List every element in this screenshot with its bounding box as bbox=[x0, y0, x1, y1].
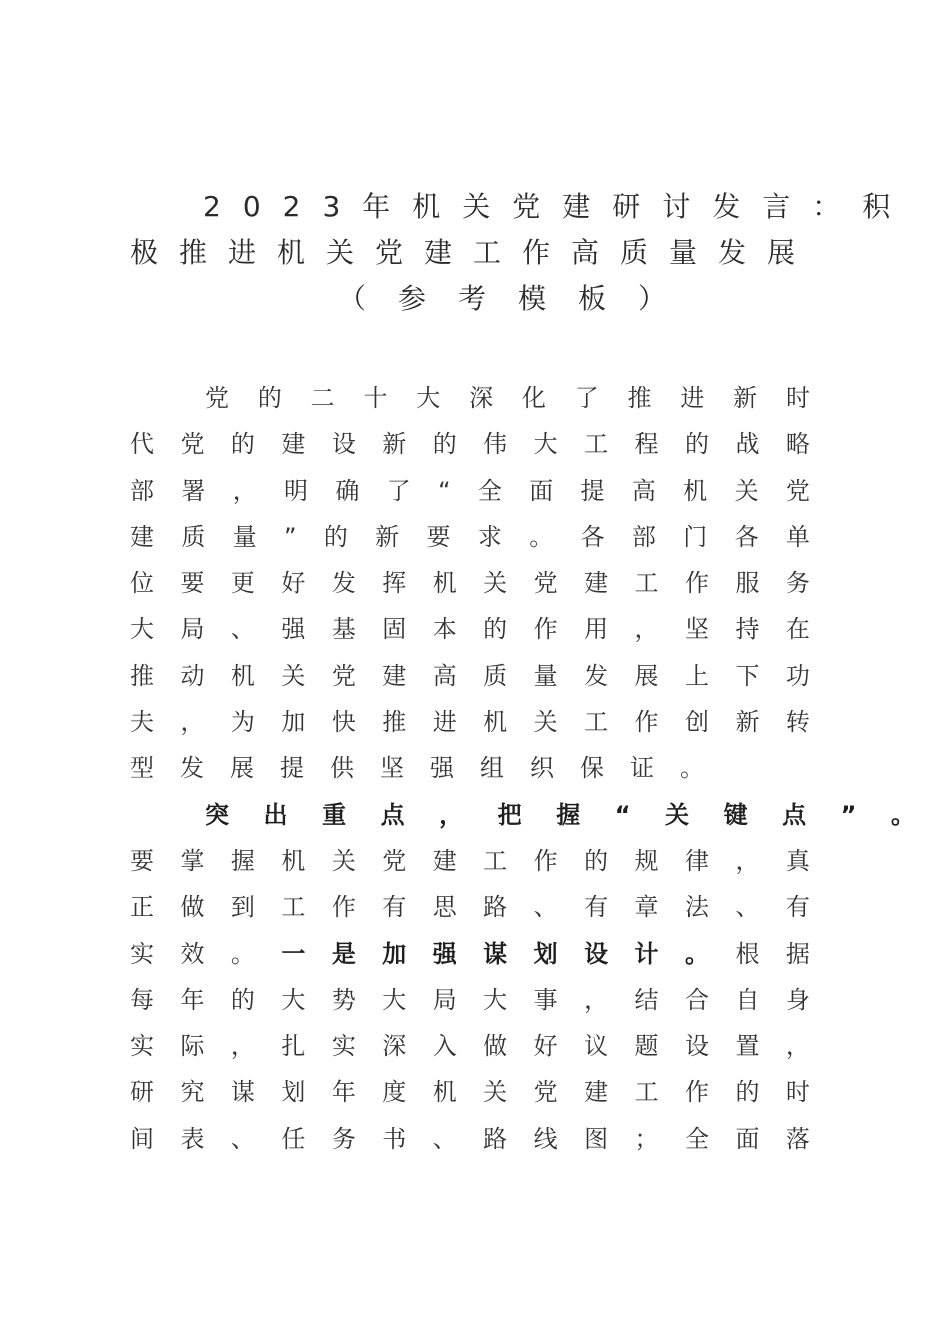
character: 作 bbox=[684, 569, 709, 598]
character: 强 bbox=[432, 939, 457, 968]
character: 作 bbox=[634, 708, 659, 737]
text-row bbox=[130, 653, 810, 699]
character: 度 bbox=[382, 1078, 407, 1107]
character: 为 bbox=[230, 708, 255, 737]
character: 际 bbox=[180, 1032, 205, 1061]
character: ， bbox=[735, 846, 760, 875]
character: 型 bbox=[130, 754, 154, 783]
character: 是 bbox=[331, 939, 356, 968]
character: 。 bbox=[890, 800, 915, 829]
character: 。 bbox=[680, 754, 704, 783]
section-heading bbox=[130, 792, 915, 838]
character: 织 bbox=[530, 754, 554, 783]
character: 关 bbox=[734, 476, 759, 505]
character: 全 bbox=[684, 1124, 709, 1153]
text-row bbox=[130, 1116, 810, 1162]
character: 高 bbox=[631, 476, 656, 505]
character: 下 bbox=[735, 661, 760, 690]
title-line-2: 极推进机关党建工作高质量发展 bbox=[130, 236, 817, 269]
character: 推 bbox=[130, 661, 154, 690]
character: 大 bbox=[483, 985, 508, 1014]
character: 作 bbox=[331, 893, 356, 922]
text-row bbox=[130, 560, 810, 606]
character: 谋 bbox=[483, 939, 508, 968]
character: 的 bbox=[257, 384, 282, 412]
character: 关 bbox=[281, 661, 306, 690]
character: 正 bbox=[130, 893, 154, 922]
character: 二 bbox=[310, 384, 335, 412]
character: 出 bbox=[263, 800, 288, 829]
character: 谋 bbox=[230, 1078, 255, 1107]
character: 落 bbox=[785, 1124, 810, 1153]
character: 大 bbox=[130, 615, 154, 644]
character: 略 bbox=[785, 430, 810, 459]
character: 全 bbox=[477, 476, 502, 505]
character: 身 bbox=[785, 985, 810, 1014]
character: 供 bbox=[330, 754, 354, 783]
character: 真 bbox=[785, 846, 810, 875]
character: 党 bbox=[205, 384, 229, 412]
character: 每 bbox=[130, 985, 154, 1014]
character: 转 bbox=[785, 708, 810, 737]
character: 工 bbox=[634, 569, 659, 598]
character: 做 bbox=[180, 893, 205, 922]
character: 求 bbox=[477, 522, 502, 551]
character: 线 bbox=[533, 1124, 558, 1153]
character: 一 bbox=[281, 939, 306, 968]
character: 发 bbox=[331, 569, 356, 598]
character: 突 bbox=[205, 800, 229, 829]
character: 在 bbox=[785, 615, 810, 644]
character: 到 bbox=[230, 893, 255, 922]
character: 发 bbox=[584, 661, 609, 690]
character: 的 bbox=[684, 430, 709, 459]
character: 结 bbox=[634, 985, 659, 1014]
text-row bbox=[130, 375, 810, 421]
title-line-3: （参考模板） bbox=[338, 282, 699, 315]
character: 党 bbox=[180, 430, 205, 459]
character: 进 bbox=[432, 708, 457, 737]
character: 机 bbox=[683, 476, 708, 505]
character: “ bbox=[438, 476, 451, 505]
character: 伟 bbox=[483, 430, 508, 459]
character: 创 bbox=[684, 708, 709, 737]
text-row bbox=[130, 606, 810, 652]
character: 、 bbox=[735, 893, 760, 922]
character: 工 bbox=[584, 430, 609, 459]
character: 掌 bbox=[180, 846, 205, 875]
character: 建 bbox=[584, 1078, 609, 1107]
character: 关 bbox=[665, 800, 690, 829]
character: 党 bbox=[331, 661, 356, 690]
character: 题 bbox=[634, 1032, 659, 1061]
character: 要 bbox=[130, 846, 154, 875]
character: 关 bbox=[533, 708, 558, 737]
character: 建 bbox=[584, 569, 609, 598]
character: 思 bbox=[432, 893, 457, 922]
character: 功 bbox=[785, 661, 810, 690]
character: 局 bbox=[432, 985, 457, 1014]
text-row bbox=[130, 1023, 810, 1069]
character: 有 bbox=[382, 893, 407, 922]
character: 实 bbox=[331, 1032, 356, 1061]
character: 各 bbox=[580, 522, 605, 551]
character: 、 bbox=[230, 1124, 255, 1153]
character: 作 bbox=[684, 1078, 709, 1107]
character: 要 bbox=[180, 569, 205, 598]
character: 进 bbox=[680, 384, 705, 412]
character: 质 bbox=[483, 661, 508, 690]
character: 夫 bbox=[130, 708, 154, 737]
character: 置 bbox=[735, 1032, 760, 1061]
character: 、 bbox=[230, 615, 255, 644]
character: 新 bbox=[733, 384, 758, 412]
character: 推 bbox=[627, 384, 652, 412]
character: 时 bbox=[785, 1078, 810, 1107]
character: 势 bbox=[331, 985, 356, 1014]
text-row bbox=[130, 421, 810, 467]
text-row bbox=[130, 884, 810, 930]
character: 建 bbox=[281, 430, 306, 459]
character: 路 bbox=[483, 1124, 508, 1153]
character: 实 bbox=[130, 1032, 154, 1061]
character: 时 bbox=[785, 384, 810, 412]
character: 的 bbox=[584, 846, 609, 875]
character: 确 bbox=[335, 476, 360, 505]
character: 新 bbox=[382, 430, 407, 459]
character: 固 bbox=[382, 615, 407, 644]
character: ， bbox=[230, 1032, 255, 1061]
character: 部 bbox=[631, 522, 656, 551]
character: 据 bbox=[785, 939, 810, 968]
character: 任 bbox=[281, 1124, 306, 1153]
character: 新 bbox=[375, 522, 400, 551]
character: 表 bbox=[180, 1124, 205, 1153]
character: 好 bbox=[281, 569, 306, 598]
text-row bbox=[130, 745, 810, 791]
text-row bbox=[130, 699, 810, 745]
character: 展 bbox=[634, 661, 659, 690]
document-body bbox=[130, 375, 915, 1162]
character: 部 bbox=[130, 476, 154, 505]
character: 程 bbox=[634, 430, 659, 459]
character: 、 bbox=[432, 1124, 457, 1153]
character: 推 bbox=[382, 708, 407, 737]
character: 代 bbox=[130, 430, 154, 459]
character: 了 bbox=[386, 476, 411, 505]
character: 提 bbox=[580, 476, 605, 505]
character: ， bbox=[439, 800, 464, 829]
character: ” bbox=[840, 800, 857, 829]
character: 好 bbox=[533, 1032, 558, 1061]
character: 化 bbox=[521, 384, 546, 412]
text-row bbox=[130, 977, 810, 1023]
character: 关 bbox=[483, 569, 508, 598]
character: 持 bbox=[735, 615, 760, 644]
character: 大 bbox=[416, 384, 441, 412]
character: ” bbox=[284, 522, 297, 551]
character: 的 bbox=[230, 430, 255, 459]
character: 证 bbox=[630, 754, 654, 783]
character: 大 bbox=[533, 430, 558, 459]
character: 议 bbox=[584, 1032, 609, 1061]
character: 党 bbox=[785, 476, 810, 505]
document-title bbox=[130, 184, 913, 322]
mixed-text-row bbox=[130, 931, 810, 977]
character: 重 bbox=[322, 800, 347, 829]
character: 新 bbox=[735, 708, 760, 737]
character: 年 bbox=[180, 985, 205, 1014]
character: 加 bbox=[382, 939, 407, 968]
character: 建 bbox=[382, 661, 407, 690]
character: 自 bbox=[735, 985, 760, 1014]
character: 间 bbox=[130, 1124, 154, 1153]
character: 规 bbox=[634, 846, 659, 875]
character: ， bbox=[232, 476, 257, 505]
character: 的 bbox=[432, 430, 457, 459]
character: 有 bbox=[584, 893, 609, 922]
character: 工 bbox=[483, 846, 508, 875]
character: 保 bbox=[580, 754, 604, 783]
character: 本 bbox=[432, 615, 457, 644]
character: 年 bbox=[331, 1078, 356, 1107]
character: 计 bbox=[634, 939, 659, 968]
character: ， bbox=[785, 1032, 810, 1061]
character: 律 bbox=[684, 846, 709, 875]
character: 展 bbox=[230, 754, 254, 783]
character: ； bbox=[634, 1124, 659, 1153]
character: 服 bbox=[735, 569, 760, 598]
text-row bbox=[130, 838, 810, 884]
character: 面 bbox=[735, 1124, 760, 1153]
character: 法 bbox=[684, 893, 709, 922]
character: 务 bbox=[785, 569, 810, 598]
character: 。 bbox=[529, 522, 554, 551]
character: 党 bbox=[382, 846, 407, 875]
character: 工 bbox=[634, 1078, 659, 1107]
character: 工 bbox=[281, 893, 306, 922]
character: 的 bbox=[483, 615, 508, 644]
character: 建 bbox=[130, 522, 154, 551]
character: 设 bbox=[684, 1032, 709, 1061]
character: 的 bbox=[323, 522, 348, 551]
character: ， bbox=[180, 708, 205, 737]
character: 质 bbox=[181, 522, 206, 551]
character: 键 bbox=[723, 800, 748, 829]
character: 设 bbox=[584, 939, 609, 968]
character: 基 bbox=[331, 615, 356, 644]
character: 、 bbox=[533, 893, 558, 922]
text-row bbox=[130, 514, 810, 560]
character: 实 bbox=[130, 939, 154, 968]
character: 党 bbox=[533, 1078, 558, 1107]
character: 根 bbox=[735, 939, 760, 968]
character: ， bbox=[584, 985, 609, 1014]
character: 动 bbox=[180, 661, 205, 690]
character: 明 bbox=[284, 476, 309, 505]
character: 建 bbox=[432, 846, 457, 875]
character: 发 bbox=[180, 754, 204, 783]
text-row bbox=[130, 1069, 810, 1115]
character: 事 bbox=[533, 985, 558, 1014]
character: 坚 bbox=[684, 615, 709, 644]
character: 作 bbox=[533, 846, 558, 875]
character: 快 bbox=[331, 708, 356, 737]
character: 点 bbox=[380, 800, 405, 829]
character: 书 bbox=[382, 1124, 407, 1153]
character: 要 bbox=[426, 522, 451, 551]
character: 章 bbox=[634, 893, 659, 922]
character: 单 bbox=[785, 522, 810, 551]
character: 组 bbox=[480, 754, 504, 783]
character: 量 bbox=[533, 661, 558, 690]
text-row bbox=[130, 468, 810, 514]
character: “ bbox=[614, 800, 631, 829]
character: 大 bbox=[281, 985, 306, 1014]
character: 划 bbox=[281, 1078, 306, 1107]
character: 机 bbox=[483, 708, 508, 737]
character: 务 bbox=[331, 1124, 356, 1153]
character: 党 bbox=[533, 569, 558, 598]
character: 。 bbox=[684, 939, 709, 968]
character: 机 bbox=[432, 1078, 457, 1107]
character: 机 bbox=[230, 661, 255, 690]
character: 坚 bbox=[380, 754, 404, 783]
character: 强 bbox=[430, 754, 454, 783]
character: 效 bbox=[180, 939, 205, 968]
character: 划 bbox=[533, 939, 558, 968]
title-line-1: 2023年机关党建研讨发言：积 bbox=[203, 190, 913, 223]
character: 加 bbox=[281, 708, 306, 737]
character: 做 bbox=[483, 1032, 508, 1061]
character: 有 bbox=[785, 893, 810, 922]
character: 挥 bbox=[382, 569, 407, 598]
character: 设 bbox=[331, 430, 356, 459]
character: 路 bbox=[483, 893, 508, 922]
character: 的 bbox=[230, 985, 255, 1014]
character: 合 bbox=[684, 985, 709, 1014]
character: 门 bbox=[683, 522, 708, 551]
character: 战 bbox=[735, 430, 760, 459]
character: 上 bbox=[684, 661, 709, 690]
character: 工 bbox=[584, 708, 609, 737]
character: 作 bbox=[533, 615, 558, 644]
character: 高 bbox=[432, 661, 457, 690]
character: 署 bbox=[181, 476, 206, 505]
character: 扎 bbox=[281, 1032, 306, 1061]
character: 点 bbox=[782, 800, 807, 829]
character: 了 bbox=[574, 384, 599, 412]
character: 量 bbox=[232, 522, 257, 551]
character: 关 bbox=[483, 1078, 508, 1107]
character: 握 bbox=[556, 800, 581, 829]
character: 大 bbox=[382, 985, 407, 1014]
character: 强 bbox=[281, 615, 306, 644]
character: 位 bbox=[130, 569, 154, 598]
character: 的 bbox=[735, 1078, 760, 1107]
character: 提 bbox=[280, 754, 304, 783]
character: 更 bbox=[230, 569, 255, 598]
character: 把 bbox=[497, 800, 522, 829]
character: 面 bbox=[529, 476, 554, 505]
character: 用 bbox=[584, 615, 609, 644]
character: 各 bbox=[734, 522, 759, 551]
character: 究 bbox=[180, 1078, 205, 1107]
character: 握 bbox=[230, 846, 255, 875]
character: 局 bbox=[180, 615, 205, 644]
character: 机 bbox=[432, 569, 457, 598]
character: 入 bbox=[432, 1032, 457, 1061]
character: 。 bbox=[230, 939, 255, 968]
character: 深 bbox=[382, 1032, 407, 1061]
character: 十 bbox=[363, 384, 388, 412]
character: 图 bbox=[584, 1124, 609, 1153]
character: 机 bbox=[281, 846, 306, 875]
character: 关 bbox=[331, 846, 356, 875]
character: ， bbox=[634, 615, 659, 644]
character: 深 bbox=[469, 384, 494, 412]
character: 研 bbox=[130, 1078, 154, 1107]
